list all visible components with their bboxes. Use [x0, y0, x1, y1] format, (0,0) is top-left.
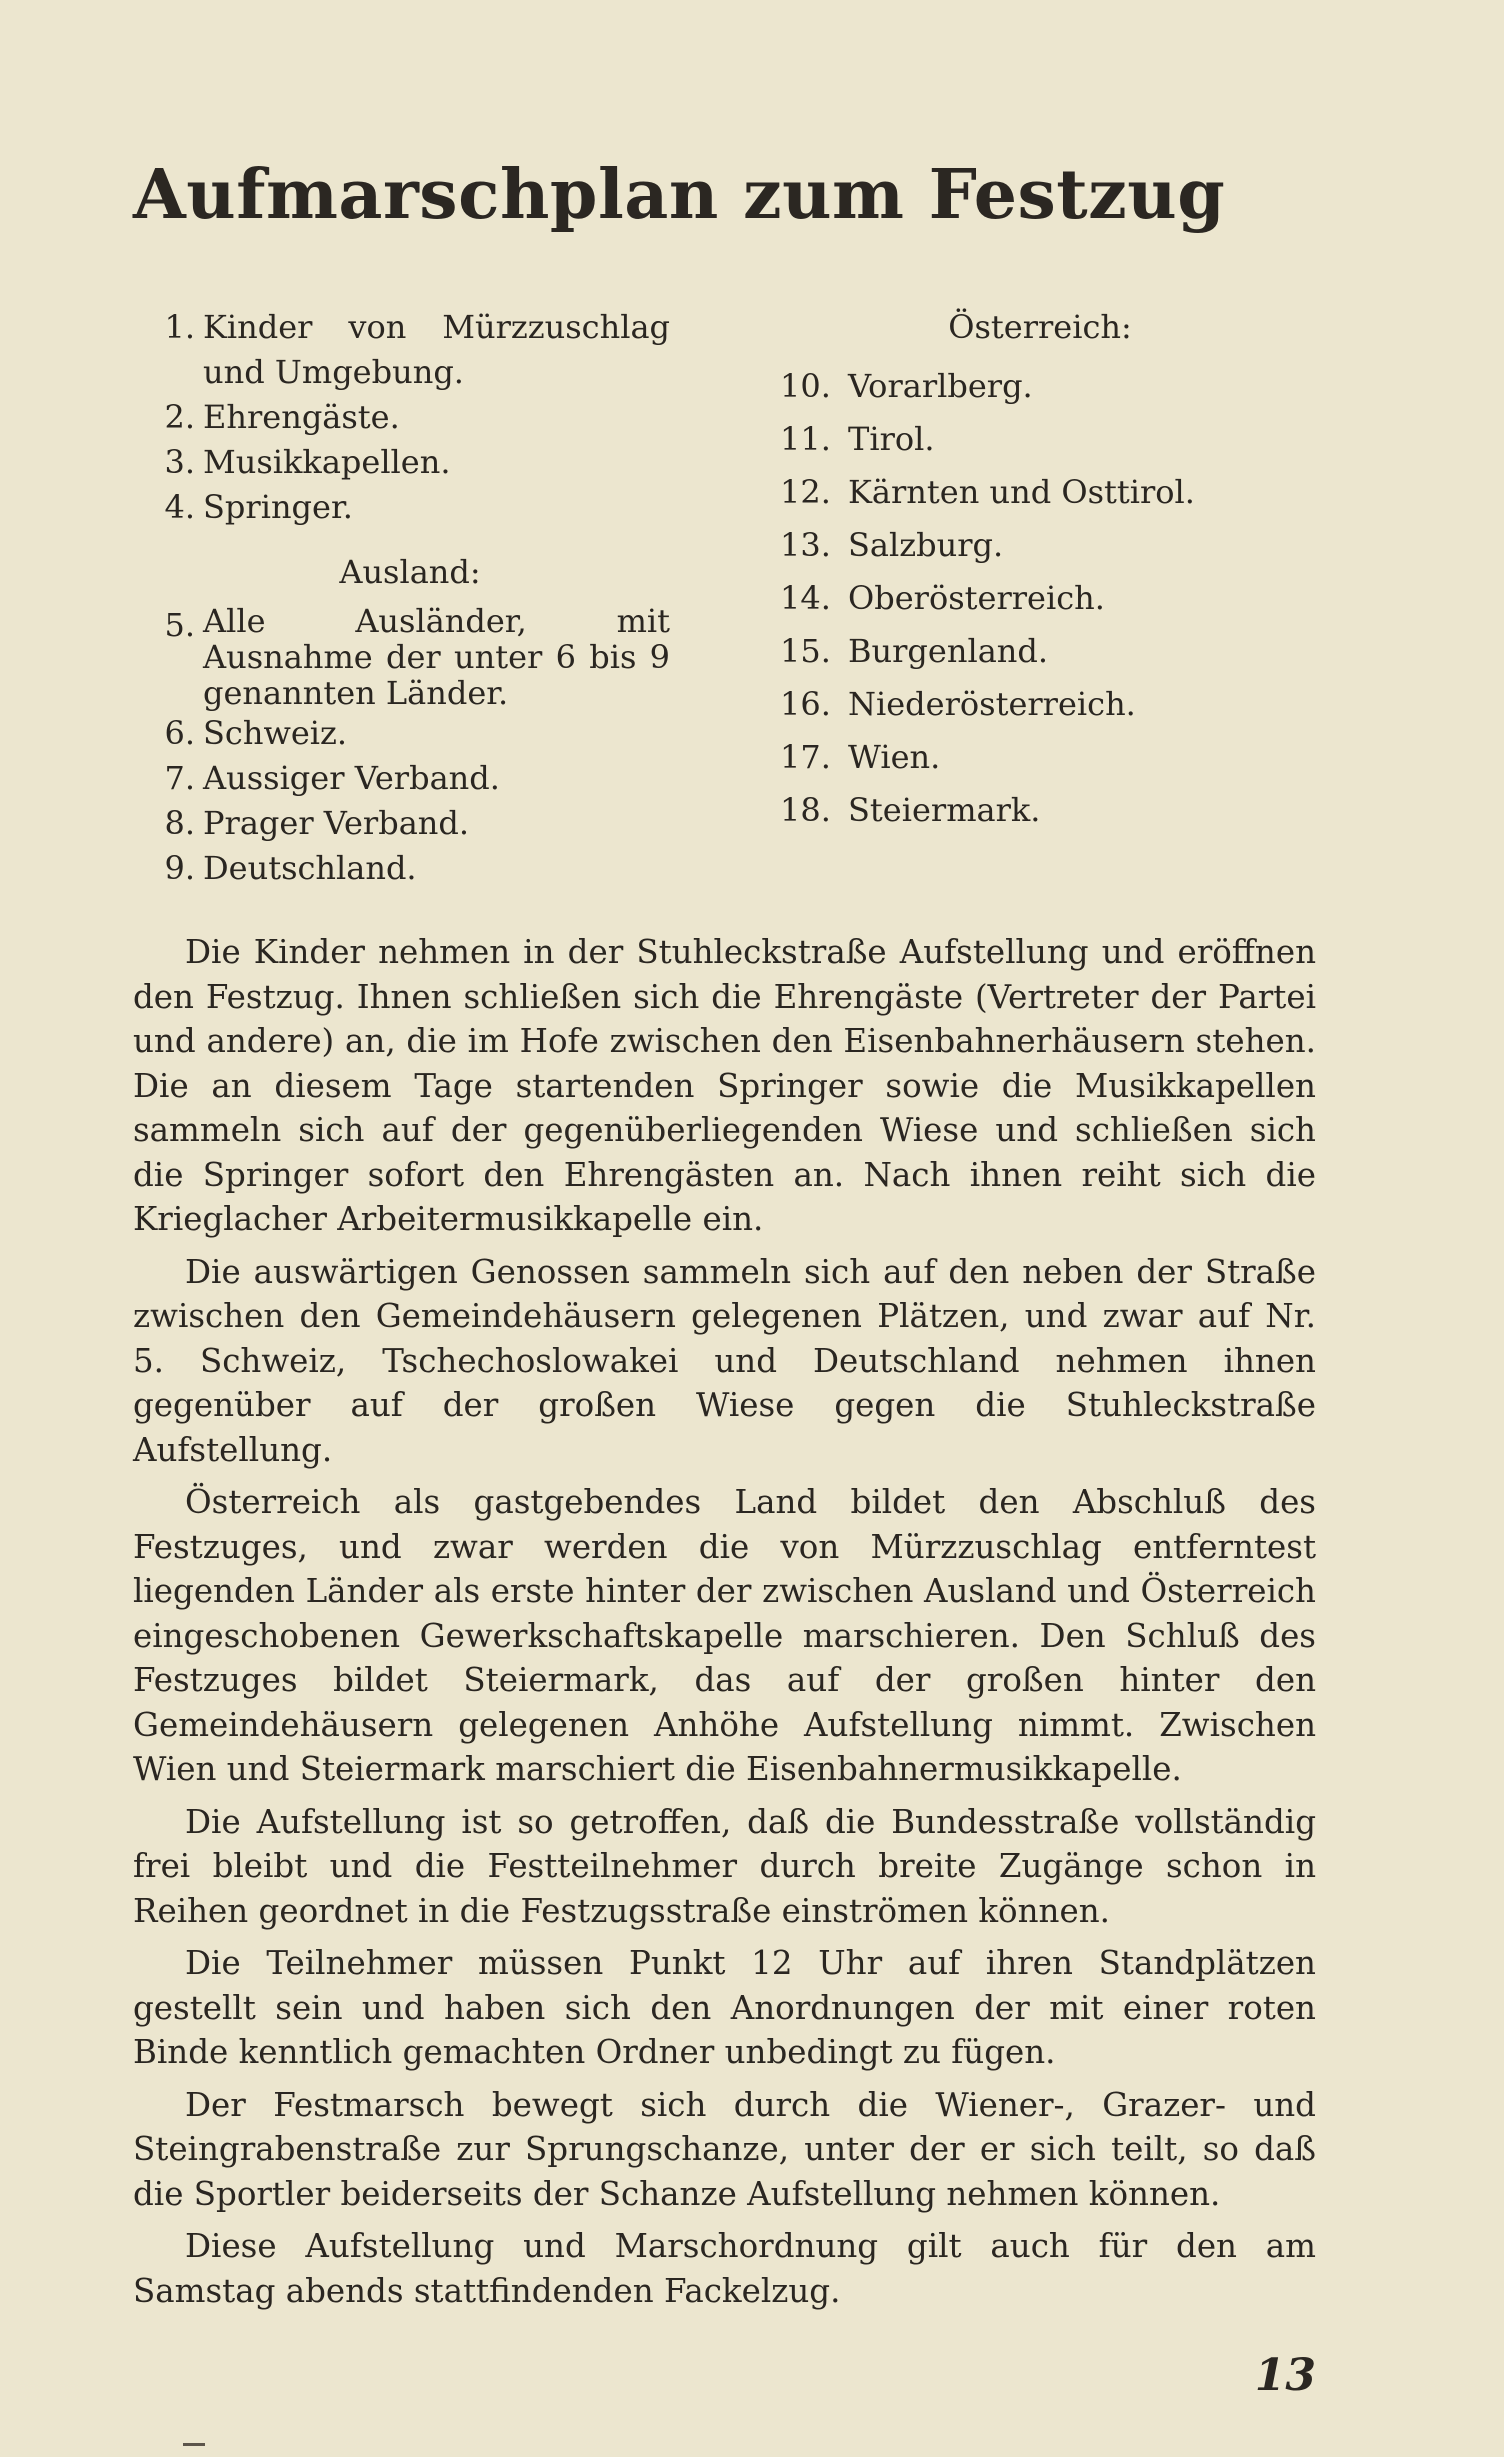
item-text: Tirol.: [848, 420, 935, 458]
paragraph: Die auswärtigen Genossen sammeln sich auf den neben der Straße zwischen den Gemeindehäusern gelegenen Plätzen, und zwar auf Nr. 5. Schweiz, Tschechoslowakei und Deutschland nehmen ihnen gegenüber auf der großen Wiese gegen die Stuhleckstraße Aufstellung.: [133, 1252, 1316, 1469]
list-item: [780, 629, 1300, 674]
item-text: Kinder von Mürzzuschlag und Umgebung.: [203, 308, 670, 391]
left-list: [150, 305, 670, 891]
page-number: 13: [1254, 2350, 1316, 2401]
item-text: Salzburg.: [848, 526, 1004, 564]
item-number: 12.: [780, 473, 831, 511]
list-item: [150, 603, 670, 711]
item-text: Oberösterreich.: [848, 579, 1105, 617]
paragraph: Der Festmarsch bewegt sich durch die Wiener-, Grazer- und Steingrabenstraße zur Sprungschanze, unter der er sich teilt, so daß die Sportler beiderseits der Schanze Aufstellung nehmen können.: [133, 2085, 1316, 2213]
page-title: Aufmarschplan zum Festzug: [133, 155, 1226, 235]
item-number: 4.: [164, 488, 195, 526]
item-number: 6.: [164, 714, 195, 752]
list-item: [780, 417, 1300, 462]
list-item: [150, 485, 670, 530]
paragraph: Die Aufstellung ist so getroffen, daß die Bundesstraße vollständig frei bleibt und die Festteilnehmer durch breite Zugänge schon in Reihen geordnet in die Festzugsstraße einströmen können.: [133, 1802, 1316, 1930]
item-number: 18.: [780, 791, 831, 829]
item-text: Wien.: [848, 738, 941, 776]
list-item: [150, 395, 670, 440]
list-item: [780, 576, 1300, 621]
item-number: 15.: [780, 632, 831, 670]
list-item: [150, 440, 670, 485]
list-item: [780, 523, 1300, 568]
list-item: [780, 682, 1300, 727]
paragraph: Die Teilnehmer müssen Punkt 12 Uhr auf ihren Standplätzen gestellt sein und haben sich den Anordnungen der mit einer roten Binde kenntlich gemachten Ordner unbedingt zu fügen.: [133, 1944, 1316, 2071]
item-number: 17.: [780, 738, 831, 776]
list-item: [780, 364, 1300, 409]
paragraph: Österreich als gastgebendes Land bildet den Abschluß des Festzuges, und zwar werden die von Mürzzuschlag entferntest liegenden Länder als erste hinter der zwischen Ausland und Österreich eingeschobenen Gewerkschaftskapelle marschieren. Den Schluß des Festzuges bildet Steiermark, das auf der großen hinter den Gemeindehäusern gelegenen Anhöhe Aufstellung nimmt. Zwischen Wien und Steiermark marschiert die Eisenbahnermusikkapelle.: [133, 1483, 1316, 1788]
paragraph: Diese Aufstellung und Marschordnung gilt auch für den am Samstag abends stattfindenden Fackelzug.: [133, 2227, 1316, 2310]
item-text: Aussiger Verband.: [203, 759, 500, 797]
right-list: [780, 305, 1300, 841]
item-text: Niederösterreich.: [848, 685, 1136, 723]
item-number: 8.: [164, 804, 195, 842]
list-item: [780, 788, 1300, 833]
item-text: Alle Ausländer, mit Ausnahme der unter 6 bis 9 genannten Länder.: [203, 602, 670, 712]
body-text: [133, 930, 1316, 2321]
item-number: 7.: [164, 759, 195, 797]
item-number: 10.: [780, 367, 831, 405]
list-item: [780, 735, 1300, 780]
list-item: [150, 756, 670, 801]
item-number: 1.: [164, 308, 195, 346]
item-text: Musikkapellen.: [203, 443, 451, 481]
section-heading-oesterreich: Österreich:: [948, 308, 1132, 346]
item-number: 3.: [164, 443, 195, 481]
print-mark: [183, 2443, 205, 2446]
item-number: 5.: [164, 606, 195, 644]
item-text: Vorarlberg.: [848, 367, 1033, 405]
list-item: [150, 801, 670, 846]
item-text: Prager Verband.: [203, 804, 470, 842]
list-item: [780, 470, 1300, 515]
item-number: 16.: [780, 685, 831, 723]
item-text: Deutschland.: [203, 849, 417, 887]
item-text: Burgenland.: [848, 632, 1049, 670]
list-item: [150, 305, 670, 395]
item-number: 2.: [164, 398, 195, 436]
item-text: Springer.: [203, 488, 353, 526]
item-number: 14.: [780, 579, 831, 617]
item-text: Steiermark.: [848, 791, 1041, 829]
item-text: Kärnten und Osttirol.: [848, 473, 1195, 511]
section-heading-ausland: Ausland:: [339, 553, 481, 591]
item-number: 13.: [780, 526, 831, 564]
paragraph: Die Kinder nehmen in der Stuhleckstraße Aufstellung und eröffnen den Festzug. Ihnen schließen sich die Ehrengäste (Vertreter der Partei und andere) an, die im Hofe zwischen den Eisenbahnerhäusern stehen. Die an diesem Tage startenden Springer sowie die Musikkapellen sammeln sich auf der gegenüberliegenden Wiese und schließen sich die Springer sofort den Ehrengästen an. Nach ihnen reiht sich die Krieglacher Arbeitermusikkapelle ein.: [133, 933, 1316, 1238]
item-number: 11.: [780, 420, 831, 458]
item-text: Schweiz.: [203, 714, 348, 752]
list-item: [150, 846, 670, 891]
item-text: Ehrengäste.: [203, 398, 400, 436]
item-number: 9.: [164, 849, 195, 887]
list-item: [150, 711, 670, 756]
